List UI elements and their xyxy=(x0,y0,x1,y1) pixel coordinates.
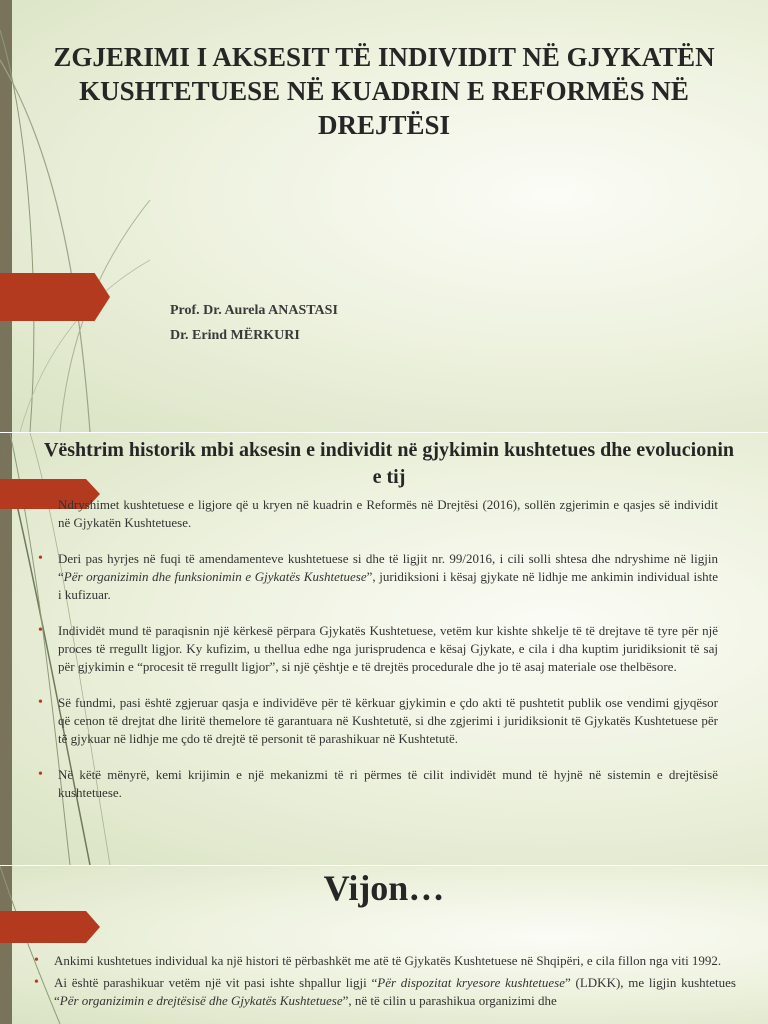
bullet-text: ”, në të cilin u parashikua organizimi dhe xyxy=(342,993,557,1008)
bullet-text: Ankimi kushtetues individual ka një histori të përbashkët me atë të Gjykatës Kushtetuese në Shqipëri, e cila fillon nga viti 1992. xyxy=(54,953,722,968)
bullet-text: Ndryshimet kushtetuese e ligjore që u kryen në kuadrin e Reformës në Drejtësi (2016), sollën zgjerimin e qasjes së individit në Gjykatën Kushtetuese. xyxy=(58,497,718,530)
accent-arrow xyxy=(0,273,110,321)
law-title: Për dispozitat kryesore kushtetuese xyxy=(377,975,566,990)
bullet-text: Individët mund të paraqisnin një kërkesë përpara Gjykatës Kushtetuese, vetëm kur kishte shkelje të të drejtave të tyre për një proces të rregullt ligjor. Ky kufizim, u thellua edhe nga jurisprudenca e kësaj Gjykate, e cila i dha kuptim juridiksionit të saj për gjykimin e “procesit të rregullt ligjor”, si një çështje e të drejtës procedurale dhe jo të asaj materiale ose thelbësore. xyxy=(58,623,718,674)
bullet-text: Ai është parashikuar vetëm një vit pasi ishte shpallur ligji “ xyxy=(54,975,378,990)
list-item xyxy=(34,952,736,970)
bullet-text: Në këtë mënyrë, kemi krijimin e një mekanizmi të ri përmes të cilit individët mund të hyjnë në sistemin e drejtësisë kushtetuese. xyxy=(58,767,718,800)
presentation-title: ZGJERIMI I AKSESIT TË INDIVIDIT NË GJYKATËN KUSHTETUESE NË KUADRIN E REFORMËS NË DREJTËSI xyxy=(53,42,715,140)
author-2: Dr. Erind MËRKURI xyxy=(170,328,300,343)
accent-arrow xyxy=(0,911,100,943)
law-title: Për organizimin dhe funksionimin e Gjykatës Kushtetuese xyxy=(63,569,367,584)
bullet-text: Deri pas hyrjes në fuqi të amendamenteve kushtetuese si dhe të ligjit nr. 99/2016, i cili solli shtesa dhe ndryshime në ligjin “ xyxy=(58,551,718,584)
section-title: Vështrim historik mbi aksesin e individit në gjykimin kushtetues dhe evolucionin e tij xyxy=(43,439,735,488)
law-title: Për organizimin e drejtësisë dhe Gjykatës Kushtetuese xyxy=(59,993,343,1008)
continued-title: Vijon… xyxy=(323,868,445,908)
list-item xyxy=(34,974,736,1010)
bullet-text: ”, juridiksioni i kësaj gjykate në lidhje me ankimin individual ishte i kufizuar. xyxy=(58,569,719,602)
bullet-list xyxy=(38,496,718,820)
slide-title xyxy=(0,0,768,432)
bullet-text: ” (LDKK), me ligjin kushtetues “ xyxy=(54,975,736,1008)
author-1: Prof. Dr. Aurela ANASTASI xyxy=(170,303,338,318)
bullet-list xyxy=(34,952,736,1014)
list-item xyxy=(38,622,718,676)
list-item xyxy=(38,766,718,802)
list-item xyxy=(38,550,718,604)
list-item xyxy=(38,496,718,532)
list-item xyxy=(38,694,718,748)
author-list xyxy=(170,303,338,353)
bullet-text: Së fundmi, pasi është zgjeruar qasja e individëve për të kërkuar gjykimin e çdo akti të pushtetit publik ose vendimi gjyqësor që cenon të drejtat dhe liritë themelore të garantuara në Kushtetutë, si dhe zgjerimi i juridiksionit të Gjykatës Kushtetuese për të gjykuar në lidhje me çdo të drejtë të personit të parashikuar në Kushtetutë. xyxy=(58,695,718,746)
